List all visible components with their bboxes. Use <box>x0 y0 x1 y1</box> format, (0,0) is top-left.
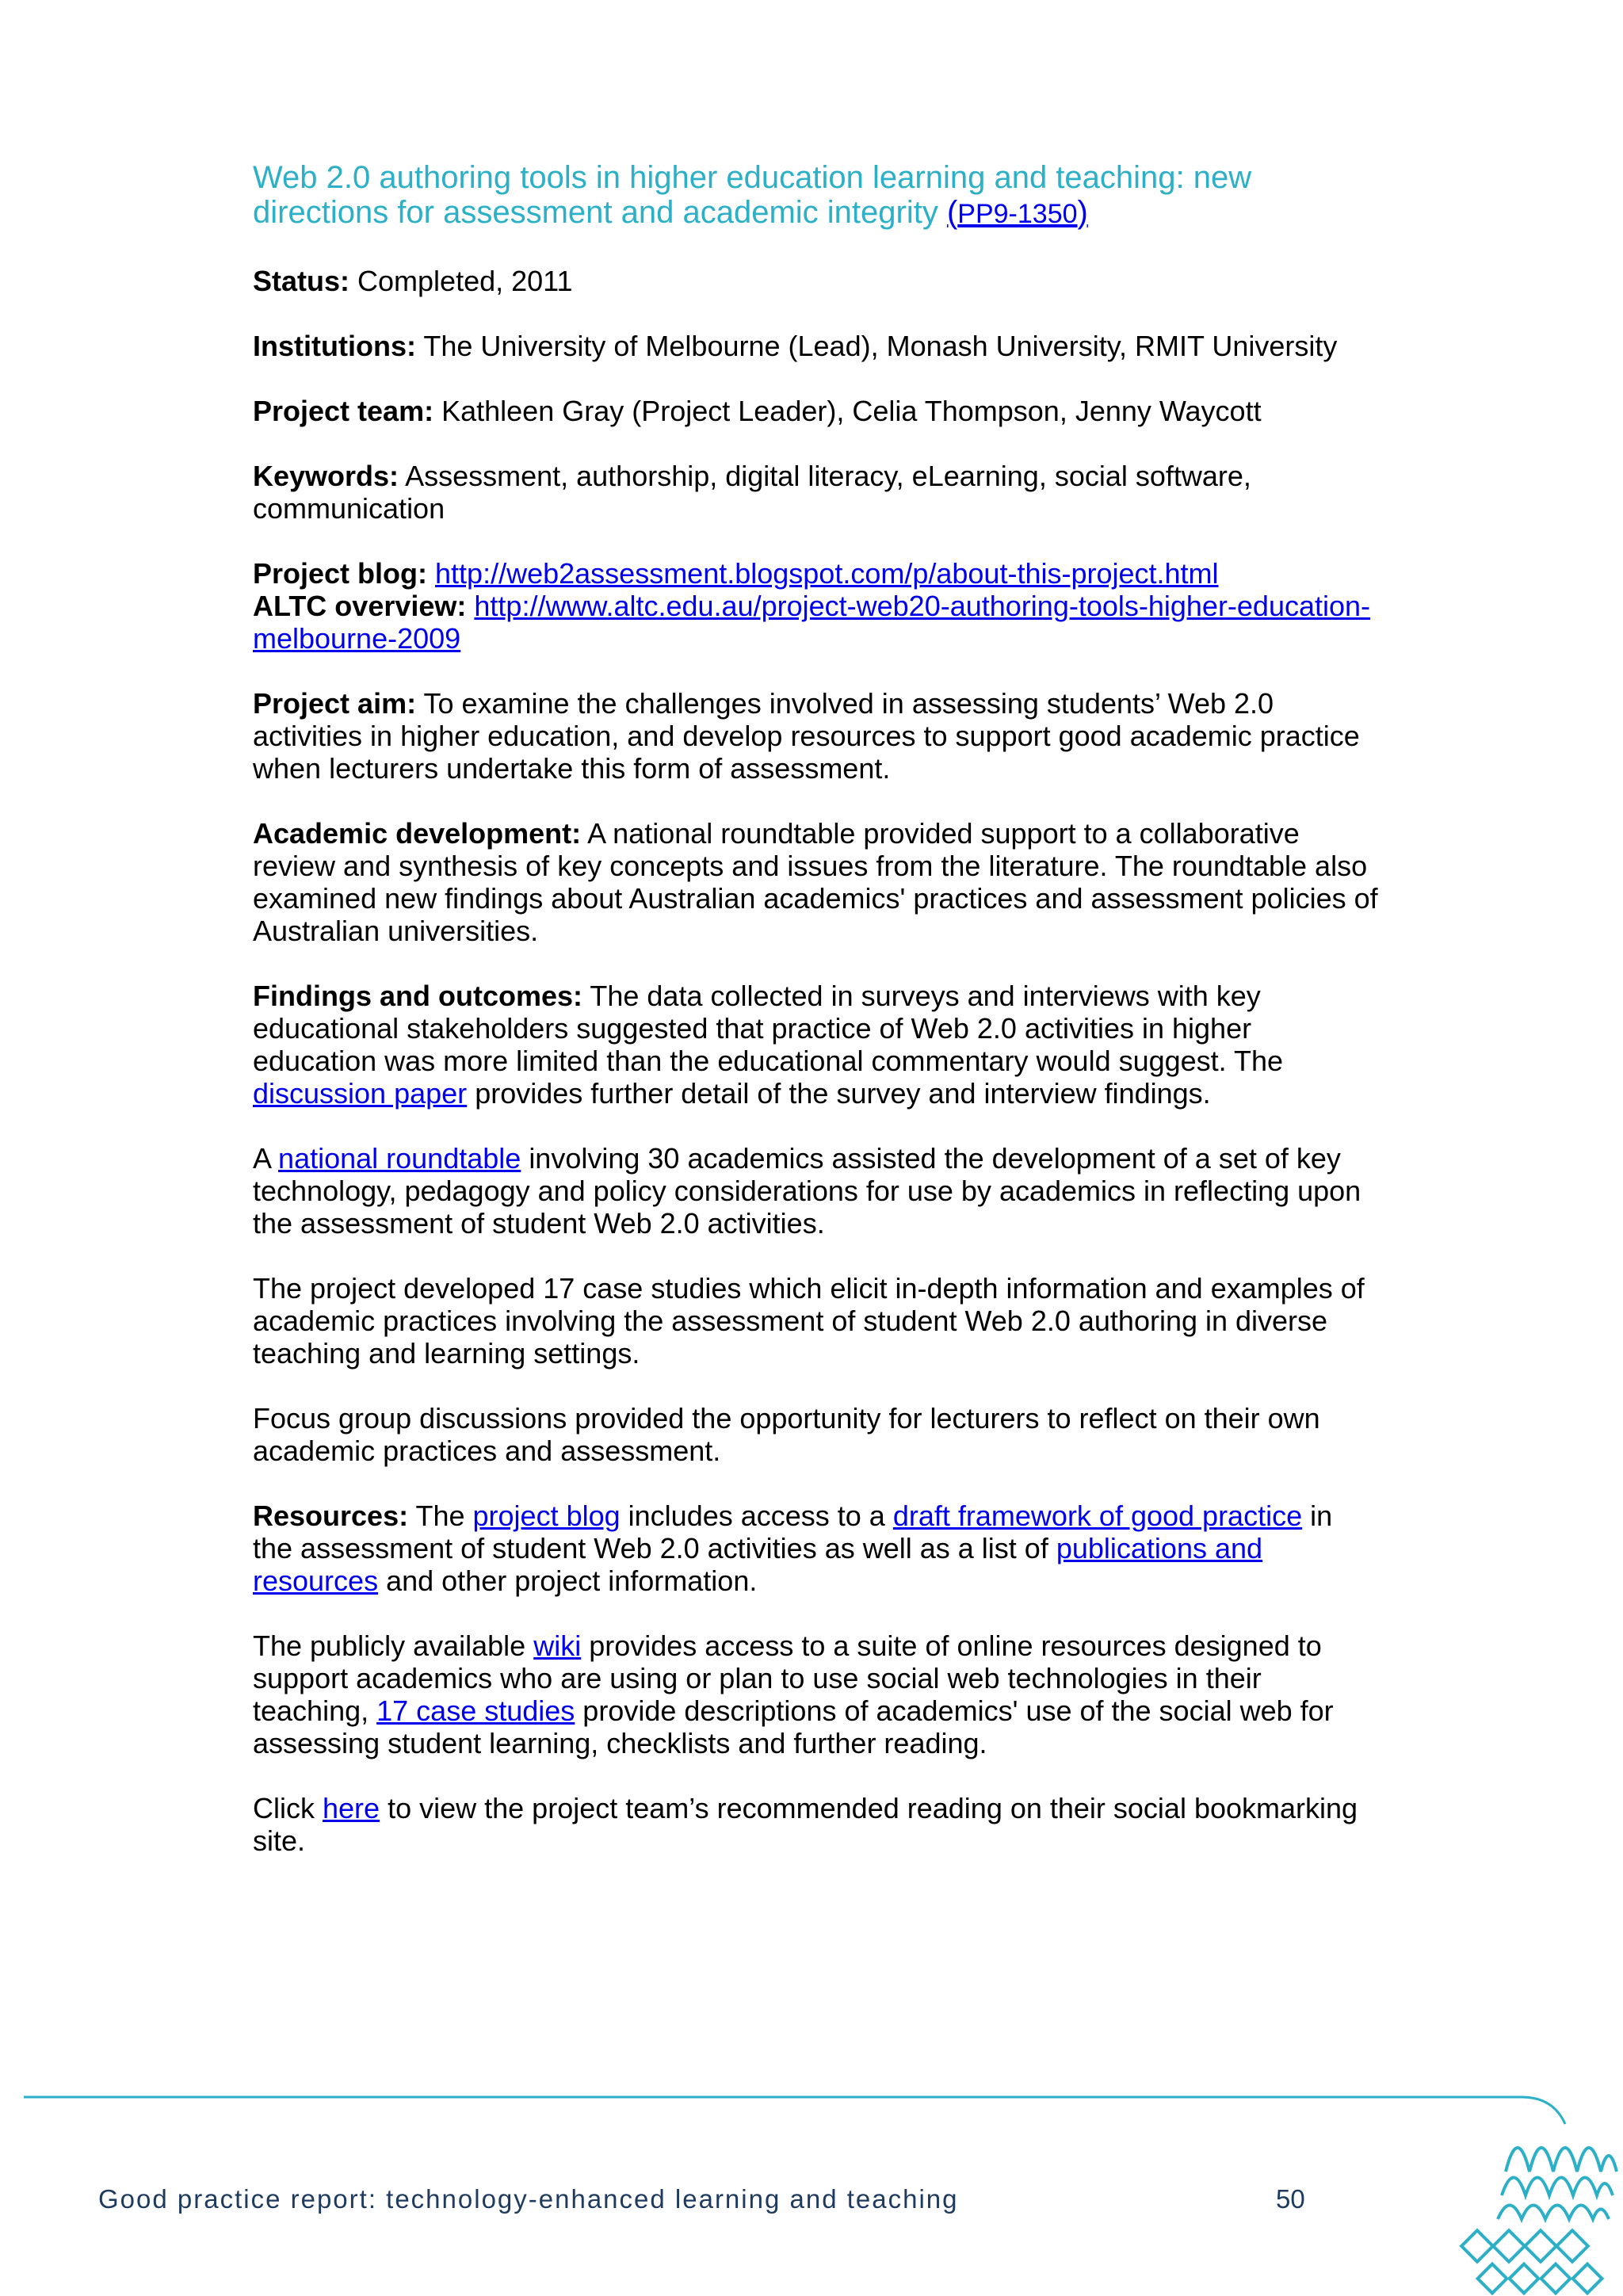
project-team-label: Project team: <box>253 395 434 427</box>
project-code-link[interactable]: (PP9-1350) <box>946 195 1088 230</box>
national-roundtable-link[interactable]: national roundtable <box>278 1142 521 1175</box>
wave-logo-icon <box>1461 2148 1617 2293</box>
draft-framework-link[interactable]: draft framework of good practice <box>892 1499 1303 1532</box>
project-team-line: Project team: Kathleen Gray (Project Leader), Celia Thompson, Jenny Waycott <box>253 395 1262 427</box>
footer-title: Good practice report: technology-enhanced learning and teaching <box>98 2184 959 2214</box>
page-number: 50 <box>1276 2184 1305 2214</box>
case-studies-para: The project developed 17 case studies which elicit in-depth information and examples of academic practices involving the assessment of student Web 2.0 authoring in diverse teaching and learning settings. <box>253 1272 1365 1370</box>
academic-development-para: Academic development: A national roundtable provided support to a collaborative review and synthesis of key concepts and issues from the literature. The roundtable also examined new findings about Australian academics' practices and assessment policies of Australian universities. <box>253 817 1378 947</box>
project-aim-label: Project aim: <box>253 687 417 720</box>
academic-development-label: Academic development: <box>253 817 582 850</box>
publications-resources-link[interactable]: publications and resources <box>253 1532 1263 1597</box>
focus-group-para: Focus group discussions provided the opportunity for lecturers to reflect on their own academic practices and assessment. <box>253 1402 1320 1467</box>
findings-label: Findings and outcomes: <box>253 980 583 1012</box>
institutions-line: Institutions: The University of Melbourne (Lead), Monash University, RMIT University <box>253 330 1338 362</box>
wiki-link[interactable]: wiki <box>533 1629 582 1662</box>
keywords-label: Keywords: <box>253 460 399 492</box>
roundtable-para: A national roundtable involving 30 academics assisted the development of a set of key technology, pedagogy and policy considerations for use by academics in reflecting upon the assessment of student Web 2.0 activities. <box>253 1142 1361 1240</box>
project-blog-resource-link[interactable]: project blog <box>472 1499 621 1532</box>
project-blog-link[interactable]: http://web2assessment.blogspot.com/p/about-this-project.html <box>435 557 1219 590</box>
wiki-para: The publicly available wiki provides access to a suite of online resources designed to support academics who are using or plan to use social web technologies in their teaching, 17 case studies provide descriptions of academics' use of the social web for assessing student learning, checklists and further reading. <box>253 1629 1334 1759</box>
discussion-paper-link[interactable]: discussion paper <box>253 1077 468 1110</box>
findings-para: Findings and outcomes: The data collected in surveys and interviews with key educational stakeholders suggested that practice of Web 2.0 activities in higher education was more limited than the educational commentary would suggest. The discussion paper provides further detail of the survey and interview findings. <box>253 980 1284 1110</box>
here-link[interactable]: here <box>323 1792 380 1824</box>
keywords-line: Keywords: Assessment, authorship, digital literacy, eLearning, social software, communication <box>253 460 1251 525</box>
project-blog-label: Project blog: <box>253 557 428 590</box>
altc-overview-label: ALTC overview: <box>253 590 467 622</box>
status-line: Status: Completed, 2011 <box>253 265 573 297</box>
status-label: Status: <box>253 265 350 297</box>
altc-overview-link[interactable]: http://www.altc.edu.au/project-web20-authoring-tools-higher-education-melbourne-2009 <box>253 590 1371 655</box>
click-here-para: Click here to view the project team’s recommended reading on their social bookmarking site. <box>253 1792 1358 1857</box>
project-aim-para: Project aim: To examine the challenges involved in assessing students’ Web 2.0 activities in higher education, and develop resources to support good academic practice when lecturers undertake this form of assessment. <box>253 687 1360 785</box>
title-text: Web 2.0 authoring tools in higher education learning and teaching: new directions for assessment and academic integrity <box>253 160 1252 230</box>
footer-rule <box>24 2097 1565 2124</box>
case-studies-link[interactable]: 17 case studies <box>376 1694 575 1727</box>
resources-para: Resources: The project blog includes access to a draft framework of good practice in the assessment of student Web 2.0 activities as well as a list of publications and resources and other project information. <box>253 1499 1333 1597</box>
institutions-label: Institutions: <box>253 330 416 362</box>
resources-label: Resources: <box>253 1499 409 1532</box>
